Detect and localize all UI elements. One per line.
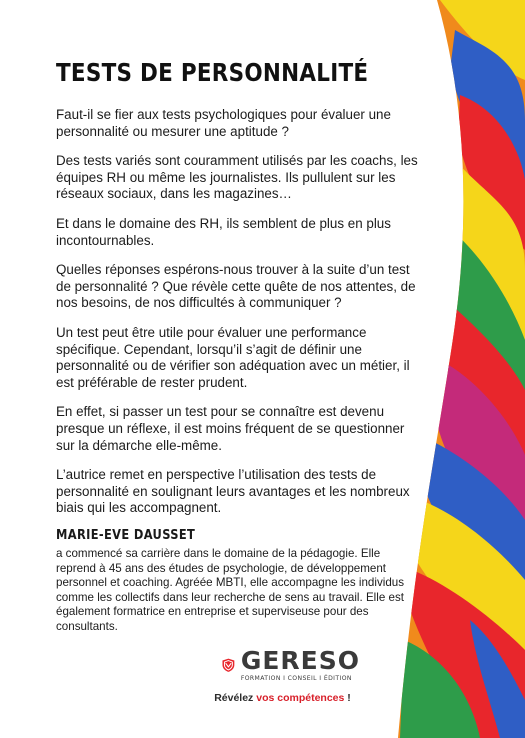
paragraph-5: Un test peut être utile pour évaluer une performance spécifique. Cependant, lorsqu’il s’agit de définir une personnalité ou de vérifier son adéquation avec un métier, il est préférable de rester prudent.: [56, 324, 410, 390]
paragraph-2: Des tests variés sont couramment utilisés par les coachs, les équipes RH ou même les journalistes. Ils pullulent sur les réseaux sociaux, dans les magazines…: [56, 153, 418, 202]
publisher-tagline: [205, 692, 360, 704]
publisher-logo: [205, 648, 360, 714]
page-title: TESTS DE PERSONNALITÉ: [56, 58, 369, 87]
tagline-end: !: [344, 692, 351, 704]
author-name: MARIE-EVE DAUSSET: [56, 528, 196, 543]
publisher-logo-row: [205, 648, 360, 682]
tagline-start: Révélez: [214, 692, 257, 704]
publisher-brand: GERESO: [240, 646, 360, 675]
publisher-wordmark: [241, 648, 360, 682]
tagline-accent: vos compétences: [256, 692, 345, 704]
paragraph-4: Quelles réponses espérons-nous trouver à la suite d’un test de personnalité ? Que révèle cette quête de nos attentes, de nos besoins, de nos difficultés à communiquer ?: [56, 262, 416, 311]
author-bio: a commencé sa carrière dans le domaine de la pédagogie. Elle reprend à 45 ans des études de psychologie, de développement personnel et coaching. Agréée MBTI, elle accompagne les individus comme les collectifs dans leur recherche de sens au travail. Elle est également formatrice en entreprise et superviseuse pour des consultants.: [56, 547, 405, 633]
paragraph-7: L’autrice remet en perspective l’utilisation des tests de personnalité en soulignant leurs avantages et les nombreux biais qui les accompagnent.: [56, 467, 410, 516]
paragraph-1: Faut-il se fier aux tests psychologiques pour évaluer une personnalité ou mesurer une aptitude ?: [56, 107, 391, 139]
paragraph-3: Et dans le domaine des RH, ils semblent de plus en plus incontournables.: [56, 215, 391, 248]
main-content: [56, 58, 424, 530]
gereso-shield-icon: [221, 650, 236, 680]
publisher-subtitle: FORMATION I CONSEIL I ÉDITION: [240, 675, 352, 682]
paragraph-6: En effet, si passer un test pour se connaître est devenu presque un réflexe, il est moins fréquent de se questionner sur la démarche elle-même.: [56, 404, 405, 453]
author-section: [56, 528, 422, 635]
